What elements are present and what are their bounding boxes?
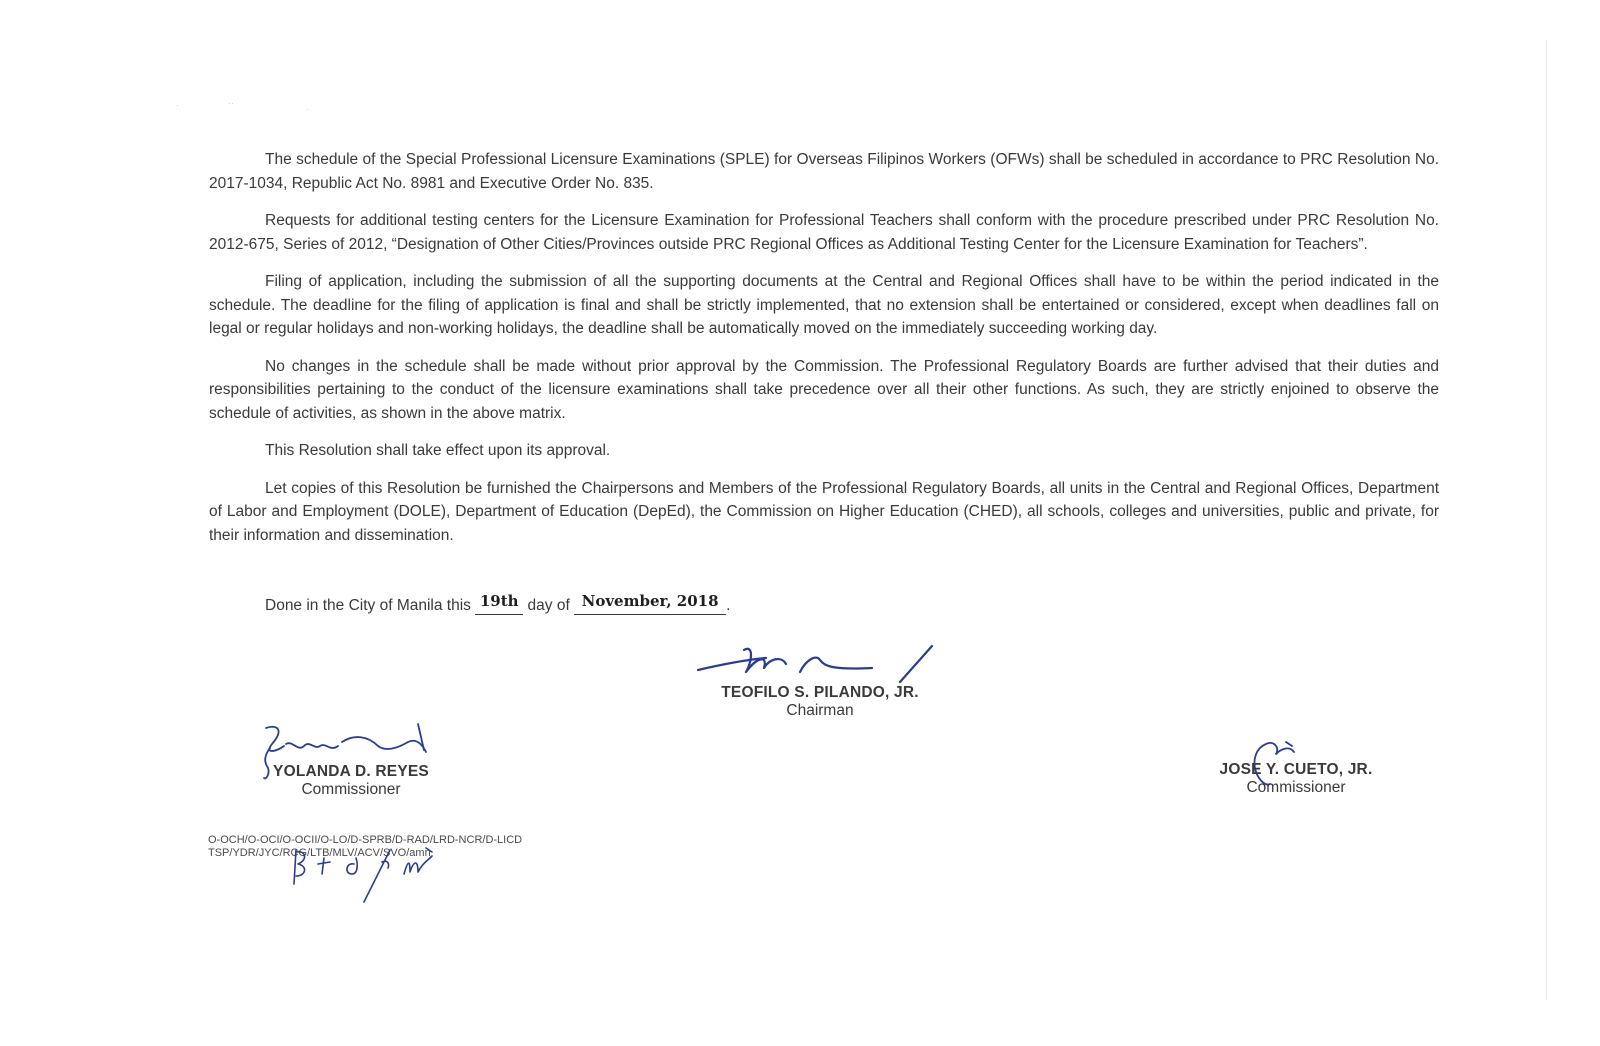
routing-codes-line-2: TSP/YDR/JYC/RCG/LTB/MLV/ACV/SVO/amn [208,847,431,859]
commissioner-left-title: Commissioner [301,781,401,798]
scan-speck: · [306,104,309,114]
done-suffix: . [726,597,731,614]
commissioner-left-signature-block [236,763,466,799]
paragraph-no-changes: No changes in the schedule shall be made without prior approval by the Commission. The Professional Regulatory Boards are further advised that their duties and responsibilities pertaining to the conduct of the licensure examinations shall take precedence over all their other functions. As such, they are strictly enjoined to observe the schedule of activities, as shown in the above matrix. [209,357,1439,422]
scan-edge [1546,40,1547,1000]
chairman-signature [694,640,944,686]
paragraph-effectivity: This Resolution shall take effect upon its approval. [265,442,611,459]
paragraph-copies-furnished: Let copies of this Resolution be furnished the Chairpersons and Members of the Professional Regulatory Boards, all units in the Central and Regional Offices, Department of Labor and Employment (DOLE), Department of Education (DepEd), the Commission on Higher Education (CHED), all schools, colleges and universities, public and private, for their information and dissemination. [209,479,1439,544]
scan-speck: · [176,100,179,110]
done-middle: day of [527,597,570,614]
commissioner-right-name: JOSE Y. CUETO, JR. [1219,761,1373,778]
paragraph-testing-centers: Requests for additional testing centers for the Licensure Examination for Professional Teachers shall conform with the procedure prescribed under PRC Resolution No. 2012-675, Series of 2012, “Designation of Other Cities/Provinces outside PRC Regional Offices as Additional Testing Center for the Licensure Examination for Teachers”. [209,212,1439,253]
done-in-manila-line [265,592,731,615]
day-fill-in [475,592,523,615]
routing-initials [286,846,466,910]
day-value: 19th [479,592,519,610]
month-year-fill-in [574,592,726,615]
paragraph-filing-deadline: Filing of application, including the submission of all the supporting documents at the Central and Regional Offices shall have to be within the period indicated in the schedule. The deadline for the filing of application is final and shall be strictly implemented, that no extension shall be entertained or considered, except when deadlines fall on legal or regular holidays and non-working holidays, the deadline shall be automatically moved on the immediately succeeding working day. [209,273,1439,337]
resolution-body [209,148,1439,561]
commissioner-left-name: YOLANDA D. REYES [273,763,429,780]
commissioner-right-title: Commissioner [1246,779,1346,796]
routing-codes-line-1: O-OCH/O-OCI/O-OCII/O-LO/D-SPRB/D-RAD/LRD-NCR/D-LICD [208,834,523,846]
paragraph-sple-schedule: The schedule of the Special Professional Licensure Examinations (SPLE) for Overseas Filipinos Workers (OFWs) shall be scheduled in accordance to PRC Resolution No. 2017-1034, Republic Act No. 8981 and Executive Order No. 835. [209,151,1439,192]
month-year-value: November, 2018 [581,592,719,610]
chairman-title: Chairman [786,702,854,719]
chairman-name: TEOFILO S. PILANDO, JR. [721,684,919,701]
scan-speck: ·· [228,98,234,108]
chairman-signature-block [690,684,950,720]
done-prefix: Done in the City of Manila this [265,597,471,614]
commissioner-right-signature-block [1186,761,1406,797]
